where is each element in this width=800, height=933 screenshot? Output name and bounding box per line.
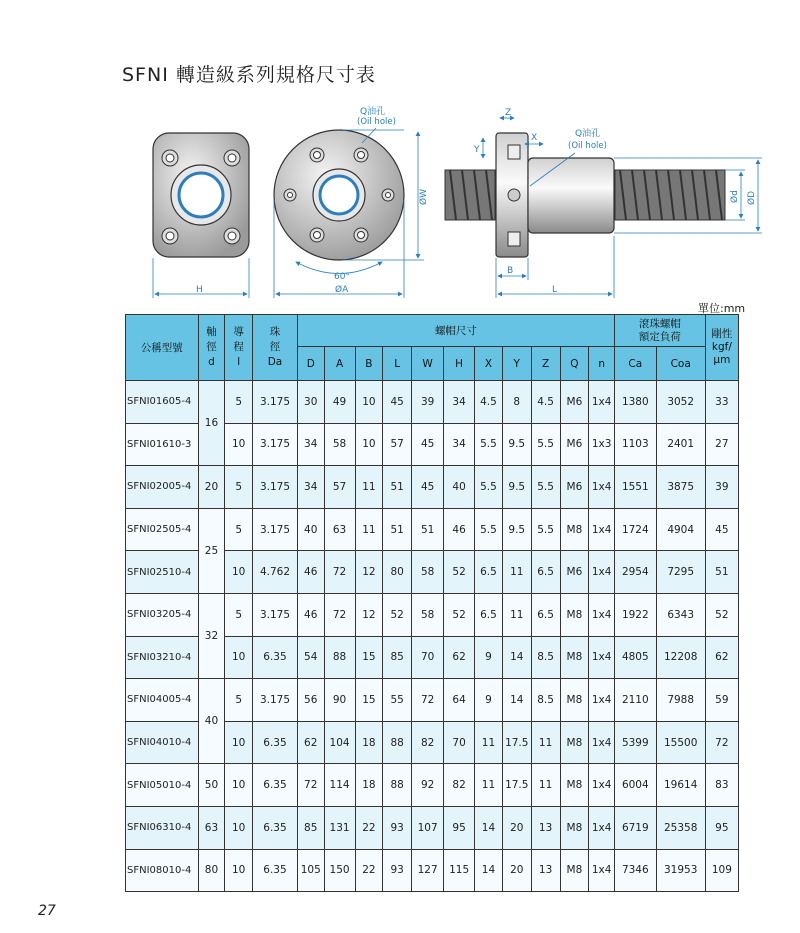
cell-dim-w: 51 — [412, 508, 444, 551]
cell-dim-x: 11 — [475, 721, 503, 764]
cell-dim-b: 15 — [355, 636, 383, 679]
header-dim-y: Y — [502, 347, 531, 381]
cell-dim-z: 8.5 — [531, 636, 560, 679]
cell-model: SFNI02505-4 — [126, 508, 199, 551]
cell-dim-z: 13 — [531, 806, 560, 849]
cell-dim-d: 30 — [297, 381, 324, 424]
cell-dim-h: 34 — [444, 423, 475, 466]
cell-shaft-dia: 40 — [198, 679, 225, 764]
cell-coa: 6343 — [656, 593, 705, 636]
cell-dim-d: 85 — [297, 806, 324, 849]
cell-dim-n: 1x4 — [589, 508, 615, 551]
cell-coa: 7988 — [656, 679, 705, 722]
header-dim-d: D — [297, 347, 324, 381]
cell-ca: 6719 — [614, 806, 656, 849]
cell-dim-n: 1x4 — [589, 636, 615, 679]
cell-ca: 1922 — [614, 593, 656, 636]
cell-dim-n: 1x4 — [589, 381, 615, 424]
dim-h-label: H — [196, 285, 203, 295]
cell-dim-a: 150 — [324, 849, 355, 892]
cell-dim-z: 6.5 — [531, 551, 560, 594]
cell-dim-q: M6 — [560, 423, 589, 466]
cell-model: SFNI04010-4 — [126, 721, 199, 764]
header-dim-h: H — [444, 347, 475, 381]
cell-dim-w: 82 — [412, 721, 444, 764]
dim-x-label: X — [531, 133, 538, 143]
cell-dim-d: 72 — [297, 764, 324, 807]
cell-dim-n: 1x4 — [589, 721, 615, 764]
header-dim-z: Z — [531, 347, 560, 381]
cell-model: SFNI01610-3 — [126, 423, 199, 466]
cell-stiffness: 83 — [705, 764, 738, 807]
cell-dim-h: 62 — [444, 636, 475, 679]
cell-coa: 2401 — [656, 423, 705, 466]
cell-model: SFNI06310-4 — [126, 806, 199, 849]
cell-dim-a: 57 — [324, 466, 355, 509]
header-dim-n: n — [589, 347, 615, 381]
header-dim-b: B — [355, 347, 383, 381]
cell-ca: 4805 — [614, 636, 656, 679]
cell-model: SFNI02510-4 — [126, 551, 199, 594]
table-row — [126, 466, 739, 509]
cell-ca: 7346 — [614, 849, 656, 892]
header-model: 公稱型號 — [126, 315, 199, 381]
table-row — [126, 593, 739, 636]
cell-lead: 5 — [225, 381, 253, 424]
cell-shaft-dia: 63 — [198, 806, 225, 849]
table-row — [126, 764, 739, 807]
cell-dim-q: M6 — [560, 466, 589, 509]
cell-model: SFNI08010-4 — [126, 849, 199, 892]
cell-dim-h: 46 — [444, 508, 475, 551]
table-row — [126, 508, 739, 551]
header-shaft-dia: 軸 徑 d — [198, 315, 225, 381]
cell-lead: 5 — [225, 593, 253, 636]
header-nut-dims: 螺帽尺寸 — [297, 315, 614, 347]
cell-dim-l: 93 — [383, 806, 412, 849]
unit-label: 單位:mm — [698, 302, 746, 315]
cell-dim-x: 4.5 — [475, 381, 503, 424]
cell-lead: 5 — [225, 508, 253, 551]
cell-model: SFNI05010-4 — [126, 764, 199, 807]
table-row — [126, 381, 739, 424]
spec-table — [125, 314, 739, 892]
cell-ca: 1551 — [614, 466, 656, 509]
cell-ball-dia: 3.175 — [253, 423, 298, 466]
cell-ca: 1380 — [614, 381, 656, 424]
cell-dim-q: M8 — [560, 636, 589, 679]
cell-lead: 5 — [225, 466, 253, 509]
cell-dim-w: 72 — [412, 679, 444, 722]
cell-lead: 10 — [225, 764, 253, 807]
cell-dim-y: 20 — [502, 849, 531, 892]
cell-dim-l: 88 — [383, 764, 412, 807]
cell-dim-d: 56 — [297, 679, 324, 722]
cell-lead: 10 — [225, 636, 253, 679]
cell-dim-a: 72 — [324, 551, 355, 594]
cell-dim-x: 5.5 — [475, 466, 503, 509]
dim-d-label: Ød — [730, 190, 740, 203]
cell-dim-x: 9 — [475, 679, 503, 722]
cell-dim-y: 11 — [502, 593, 531, 636]
cell-ball-dia: 6.35 — [253, 721, 298, 764]
cell-dim-x: 9 — [475, 636, 503, 679]
cell-coa: 3052 — [656, 381, 705, 424]
cell-dim-w: 70 — [412, 636, 444, 679]
cell-dim-q: M8 — [560, 721, 589, 764]
cell-dim-d: 105 — [297, 849, 324, 892]
cell-dim-a: 114 — [324, 764, 355, 807]
cell-dim-b: 18 — [355, 721, 383, 764]
cell-stiffness: 62 — [705, 636, 738, 679]
cell-coa: 4904 — [656, 508, 705, 551]
cell-ball-dia: 3.175 — [253, 466, 298, 509]
cell-dim-b: 11 — [355, 466, 383, 509]
cell-shaft-dia: 80 — [198, 849, 225, 892]
cell-dim-l: 51 — [383, 508, 412, 551]
header-dim-a: A — [324, 347, 355, 381]
cell-dim-h: 64 — [444, 679, 475, 722]
cell-ball-dia: 3.175 — [253, 679, 298, 722]
cell-dim-n: 1x4 — [589, 679, 615, 722]
cell-dim-y: 9.5 — [502, 423, 531, 466]
cell-ball-dia: 6.35 — [253, 806, 298, 849]
header-stiffness: 剛性 kgf/ μm — [705, 315, 738, 381]
cell-dim-a: 72 — [324, 593, 355, 636]
cell-dim-b: 10 — [355, 381, 383, 424]
cell-model: SFNI03210-4 — [126, 636, 199, 679]
cell-dim-w: 58 — [412, 551, 444, 594]
cell-dim-q: M8 — [560, 679, 589, 722]
cell-dim-a: 104 — [324, 721, 355, 764]
table-row — [126, 849, 739, 892]
cell-dim-z: 5.5 — [531, 466, 560, 509]
cell-coa: 7295 — [656, 551, 705, 594]
cell-dim-z: 5.5 — [531, 508, 560, 551]
cell-dim-d: 46 — [297, 593, 324, 636]
cell-dim-a: 63 — [324, 508, 355, 551]
cell-dim-b: 12 — [355, 593, 383, 636]
cell-dim-d: 40 — [297, 508, 324, 551]
cell-dim-l: 88 — [383, 721, 412, 764]
cell-dim-n: 1x4 — [589, 806, 615, 849]
cell-dim-a: 58 — [324, 423, 355, 466]
cell-stiffness: 72 — [705, 721, 738, 764]
cell-dim-z: 11 — [531, 721, 560, 764]
cell-stiffness: 51 — [705, 551, 738, 594]
cell-shaft-dia: 16 — [198, 381, 225, 466]
cell-dim-a: 131 — [324, 806, 355, 849]
cell-shaft-dia: 50 — [198, 764, 225, 807]
header-load-coa: Coa — [656, 347, 705, 381]
cell-lead: 10 — [225, 849, 253, 892]
cell-stiffness: 59 — [705, 679, 738, 722]
cell-dim-h: 40 — [444, 466, 475, 509]
page-title: SFNI 轉造級系列規格尺寸表 — [122, 64, 376, 86]
table-row — [126, 679, 739, 722]
cell-stiffness: 39 — [705, 466, 738, 509]
cell-dim-x: 14 — [475, 806, 503, 849]
cell-coa: 15500 — [656, 721, 705, 764]
cell-coa: 31953 — [656, 849, 705, 892]
cell-stiffness: 109 — [705, 849, 738, 892]
cell-dim-h: 82 — [444, 764, 475, 807]
cell-dim-h: 52 — [444, 593, 475, 636]
cell-dim-y: 9.5 — [502, 466, 531, 509]
cell-dim-q: M6 — [560, 381, 589, 424]
ball-nut-drawings — [0, 0, 800, 300]
cell-lead: 10 — [225, 721, 253, 764]
cell-dim-x: 11 — [475, 764, 503, 807]
header-dim-q: Q — [560, 347, 589, 381]
cell-ball-dia: 6.35 — [253, 764, 298, 807]
cell-dim-x: 14 — [475, 849, 503, 892]
dim-b-label: B — [507, 266, 514, 276]
cell-dim-y: 14 — [502, 636, 531, 679]
cell-lead: 10 — [225, 551, 253, 594]
cell-dim-n: 1x4 — [589, 551, 615, 594]
dim-y-label: Y — [474, 145, 480, 155]
cell-coa: 25358 — [656, 806, 705, 849]
angle-label: 60° — [334, 272, 350, 282]
cell-dim-h: 115 — [444, 849, 475, 892]
cell-dim-z: 8.5 — [531, 679, 560, 722]
cell-dim-y: 17.5 — [502, 721, 531, 764]
cell-dim-l: 85 — [383, 636, 412, 679]
header-load: 滾珠螺帽 額定負荷 — [614, 315, 705, 347]
cell-dim-l: 93 — [383, 849, 412, 892]
cell-ca: 5399 — [614, 721, 656, 764]
cell-coa: 3875 — [656, 466, 705, 509]
cell-dim-z: 5.5 — [531, 423, 560, 466]
cell-dim-y: 8 — [502, 381, 531, 424]
front-view-flat — [153, 133, 249, 298]
cell-dim-b: 12 — [355, 551, 383, 594]
cell-dim-w: 127 — [412, 849, 444, 892]
cell-model: SFNI01605-4 — [126, 381, 199, 424]
cell-model: SFNI04005-4 — [126, 679, 199, 722]
cell-shaft-dia: 25 — [198, 508, 225, 593]
cell-dim-b: 15 — [355, 679, 383, 722]
cell-dim-n: 1x3 — [589, 423, 615, 466]
cell-dim-y: 20 — [502, 806, 531, 849]
header-dim-l: L — [383, 347, 412, 381]
oil-hole-label-1: Q油孔 — [360, 107, 386, 117]
cell-dim-n: 1x4 — [589, 466, 615, 509]
cell-ca: 1724 — [614, 508, 656, 551]
cell-dim-x: 6.5 — [475, 551, 503, 594]
cell-dim-d: 62 — [297, 721, 324, 764]
cell-ball-dia: 6.35 — [253, 849, 298, 892]
cell-dim-h: 95 — [444, 806, 475, 849]
oil-hole-label-2: Q油孔 — [575, 129, 601, 139]
cell-dim-q: M8 — [560, 593, 589, 636]
header-dim-x: X — [475, 347, 503, 381]
cell-dim-w: 107 — [412, 806, 444, 849]
cell-dim-q: M8 — [560, 849, 589, 892]
dim-a-label: ØA — [335, 285, 349, 295]
cell-dim-a: 88 — [324, 636, 355, 679]
cell-shaft-dia: 20 — [198, 466, 225, 509]
cell-dim-y: 11 — [502, 551, 531, 594]
cell-lead: 10 — [225, 806, 253, 849]
oil-hole-label-1-en: (Oil hole) — [357, 117, 396, 127]
cell-dim-z: 11 — [531, 764, 560, 807]
cell-dim-l: 51 — [383, 466, 412, 509]
cell-dim-l: 80 — [383, 551, 412, 594]
cell-dim-d: 54 — [297, 636, 324, 679]
table-row — [126, 806, 739, 849]
cell-dim-z: 13 — [531, 849, 560, 892]
cell-dim-b: 22 — [355, 849, 383, 892]
cell-dim-z: 4.5 — [531, 381, 560, 424]
cell-model: SFNI02005-4 — [126, 466, 199, 509]
dim-D-label: ØD — [747, 190, 757, 205]
cell-dim-d: 34 — [297, 466, 324, 509]
cell-dim-w: 45 — [412, 466, 444, 509]
cell-dim-q: M8 — [560, 508, 589, 551]
cell-ball-dia: 6.35 — [253, 636, 298, 679]
cell-dim-y: 14 — [502, 679, 531, 722]
cell-dim-b: 10 — [355, 423, 383, 466]
cell-dim-x: 5.5 — [475, 423, 503, 466]
cell-dim-q: M6 — [560, 551, 589, 594]
cell-dim-q: M8 — [560, 806, 589, 849]
cell-shaft-dia: 32 — [198, 593, 225, 678]
cell-dim-z: 6.5 — [531, 593, 560, 636]
cell-ca: 2954 — [614, 551, 656, 594]
cell-dim-y: 9.5 — [502, 508, 531, 551]
cell-stiffness: 45 — [705, 508, 738, 551]
cell-dim-h: 52 — [444, 551, 475, 594]
cell-dim-d: 46 — [297, 551, 324, 594]
cell-dim-y: 17.5 — [502, 764, 531, 807]
cell-dim-w: 58 — [412, 593, 444, 636]
cell-stiffness: 33 — [705, 381, 738, 424]
cell-dim-b: 18 — [355, 764, 383, 807]
cell-dim-w: 39 — [412, 381, 444, 424]
cell-dim-b: 11 — [355, 508, 383, 551]
header-dim-w: W — [412, 347, 444, 381]
cell-dim-w: 45 — [412, 423, 444, 466]
cell-model: SFNI03205-4 — [126, 593, 199, 636]
cell-lead: 10 — [225, 423, 253, 466]
cell-dim-n: 1x4 — [589, 764, 615, 807]
cell-stiffness: 27 — [705, 423, 738, 466]
header-ball-dia: 珠 徑 Da — [253, 315, 298, 381]
cell-coa: 12208 — [656, 636, 705, 679]
cell-dim-b: 22 — [355, 806, 383, 849]
dim-z-label: Z — [505, 108, 512, 118]
cell-ball-dia: 3.175 — [253, 381, 298, 424]
cell-lead: 5 — [225, 679, 253, 722]
cell-dim-a: 90 — [324, 679, 355, 722]
cell-dim-l: 45 — [383, 381, 412, 424]
cell-stiffness: 52 — [705, 593, 738, 636]
header-lead: 導 程 l — [225, 315, 253, 381]
cell-dim-x: 5.5 — [475, 508, 503, 551]
cell-ball-dia: 3.175 — [253, 508, 298, 551]
cell-ball-dia: 4.762 — [253, 551, 298, 594]
cell-ball-dia: 3.175 — [253, 593, 298, 636]
cell-dim-a: 49 — [324, 381, 355, 424]
cell-ca: 2110 — [614, 679, 656, 722]
cell-ca: 1103 — [614, 423, 656, 466]
cell-coa: 19614 — [656, 764, 705, 807]
dim-w-label: ØW — [419, 189, 429, 205]
cell-dim-l: 55 — [383, 679, 412, 722]
cell-dim-q: M8 — [560, 764, 589, 807]
oil-hole-label-2-en: (Oil hole) — [568, 141, 607, 151]
cell-dim-x: 6.5 — [475, 593, 503, 636]
page-number: 27 — [38, 903, 56, 919]
cell-dim-h: 70 — [444, 721, 475, 764]
cell-dim-n: 1x4 — [589, 849, 615, 892]
cell-dim-n: 1x4 — [589, 593, 615, 636]
cell-dim-h: 34 — [444, 381, 475, 424]
cell-dim-d: 34 — [297, 423, 324, 466]
cell-dim-l: 52 — [383, 593, 412, 636]
header-load-ca: Ca — [614, 347, 656, 381]
cell-stiffness: 95 — [705, 806, 738, 849]
cell-dim-w: 92 — [412, 764, 444, 807]
cell-dim-l: 57 — [383, 423, 412, 466]
cell-ca: 6004 — [614, 764, 656, 807]
dim-l-label: L — [552, 285, 558, 295]
